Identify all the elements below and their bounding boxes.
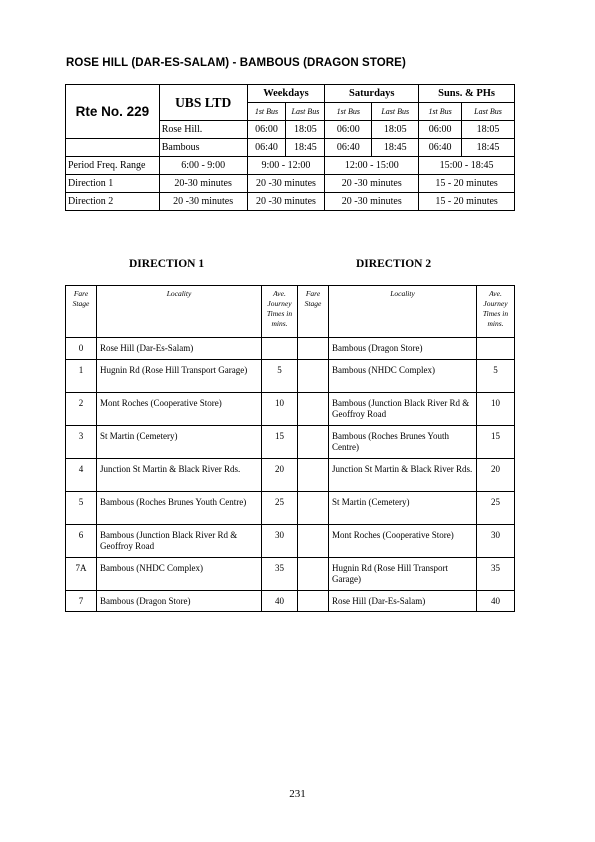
last-bus-header: Last Bus	[372, 103, 419, 121]
period-range: 15:00 - 18:45	[419, 157, 515, 175]
fare-stage: 6	[66, 525, 97, 558]
journey-time-d2: 10	[477, 393, 515, 426]
fare-stage-d2	[298, 525, 329, 558]
locality-d2: Bambous (NHDC Complex)	[329, 360, 477, 393]
locality-d2: Mont Roches (Cooperative Store)	[329, 525, 477, 558]
journey-time-d2: 20	[477, 459, 515, 492]
table-row	[66, 338, 515, 360]
table-row	[66, 426, 515, 459]
locality-d2: St Martin (Cemetery)	[329, 492, 477, 525]
table-row	[66, 492, 515, 525]
first-bus-header: 1st Bus	[247, 103, 286, 121]
bus-time: 06:40	[419, 139, 462, 157]
bus-time: 18:05	[372, 121, 419, 139]
last-bus-header: Last Bus	[462, 103, 515, 121]
stop-name: Rose Hill.	[159, 121, 247, 139]
fare-stage: 4	[66, 459, 97, 492]
locality-d2: Rose Hill (Dar-Es-Salam)	[329, 591, 477, 612]
locality-header: Locality	[97, 286, 262, 338]
locality-d2: Junction St Martin & Black River Rds.	[329, 459, 477, 492]
fare-stage-d2	[298, 558, 329, 591]
table-row	[66, 525, 515, 558]
fare-stage: 7A	[66, 558, 97, 591]
frequency-value: 20 -30 minutes	[247, 175, 325, 193]
bus-time: 06:00	[247, 121, 286, 139]
group-saturdays: Saturdays	[325, 85, 419, 103]
journey-time-d1: 20	[262, 459, 298, 492]
journey-time-d2: 35	[477, 558, 515, 591]
fare-stage-d2	[298, 591, 329, 612]
locality-d1: Bambous (Junction Black River Rd & Geoffroy Road	[97, 525, 262, 558]
journey-time-d1: 35	[262, 558, 298, 591]
table-row	[66, 459, 515, 492]
stop-name: Bambous	[159, 139, 247, 157]
period-range: 6:00 - 9:00	[159, 157, 247, 175]
frequency-value: 20 -30 minutes	[325, 193, 419, 211]
fare-stage: 3	[66, 426, 97, 459]
journey-time-d1: 30	[262, 525, 298, 558]
table-row	[66, 360, 515, 393]
locality-d1: Junction St Martin & Black River Rds.	[97, 459, 262, 492]
journey-time-d1: 5	[262, 360, 298, 393]
bus-time: 18:05	[286, 121, 325, 139]
journey-time-d1: 15	[262, 426, 298, 459]
journey-time-d2: 25	[477, 492, 515, 525]
route-number: Rte No. 229	[66, 85, 160, 139]
journey-time-d2: 5	[477, 360, 515, 393]
group-weekdays: Weekdays	[247, 85, 325, 103]
table-row	[66, 558, 515, 591]
fare-stage: 1	[66, 360, 97, 393]
first-bus-header: 1st Bus	[325, 103, 372, 121]
locality-header: Locality	[329, 286, 477, 338]
bus-time: 18:45	[372, 139, 419, 157]
first-bus-header: 1st Bus	[419, 103, 462, 121]
fare-stage: 0	[66, 338, 97, 360]
locality-d1: St Martin (Cemetery)	[97, 426, 262, 459]
fare-stage-table	[65, 285, 515, 612]
fare-stage-d2	[298, 393, 329, 426]
frequency-value: 20 -30 minutes	[325, 175, 419, 193]
bus-time: 18:45	[462, 139, 515, 157]
bus-time: 06:00	[419, 121, 462, 139]
table-row	[66, 393, 515, 426]
journey-time-d1: 25	[262, 492, 298, 525]
bus-time: 18:45	[286, 139, 325, 157]
locality-d1: Bambous (NHDC Complex)	[97, 558, 262, 591]
locality-d1: Rose Hill (Dar-Es-Salam)	[97, 338, 262, 360]
page-title: ROSE HILL (DAR-ES-SALAM) - BAMBOUS (DRAGON STORE)	[66, 57, 406, 69]
direction-label: Direction 2	[66, 193, 160, 211]
fare-stage-header: Fare Stage	[298, 286, 329, 338]
locality-d1: Bambous (Dragon Store)	[97, 591, 262, 612]
journey-time-d2	[477, 338, 515, 360]
direction-1-heading: DIRECTION 1	[129, 258, 205, 270]
table-row	[66, 591, 515, 612]
bus-time: 06:00	[325, 121, 372, 139]
journey-time-d1	[262, 338, 298, 360]
locality-d1: Mont Roches (Cooperative Store)	[97, 393, 262, 426]
journey-time-d2: 30	[477, 525, 515, 558]
fare-stage: 2	[66, 393, 97, 426]
journey-time-d2: 15	[477, 426, 515, 459]
journey-time-d2: 40	[477, 591, 515, 612]
fare-stage-d2	[298, 360, 329, 393]
journey-time-header: Ave. Journey Times in mins.	[477, 286, 515, 338]
locality-d2: Hugnin Rd (Rose Hill Transport Garage)	[329, 558, 477, 591]
bus-time: 06:40	[247, 139, 286, 157]
period-range: 12:00 - 15:00	[325, 157, 419, 175]
frequency-value: 20-30 minutes	[159, 175, 247, 193]
locality-d2: Bambous (Dragon Store)	[329, 338, 477, 360]
frequency-value: 20 -30 minutes	[159, 193, 247, 211]
group-sundays: Suns. & PHs	[419, 85, 515, 103]
period-range: 9:00 - 12:00	[247, 157, 325, 175]
period-label: Period Freq. Range	[66, 157, 160, 175]
fare-stage: 7	[66, 591, 97, 612]
journey-time-d1: 40	[262, 591, 298, 612]
fare-stage-header: Fare Stage	[66, 286, 97, 338]
page-number: 231	[289, 788, 306, 800]
bus-time: 18:05	[462, 121, 515, 139]
direction-2-heading: DIRECTION 2	[356, 258, 432, 270]
fare-stage-d2	[298, 459, 329, 492]
last-bus-header: Last Bus	[286, 103, 325, 121]
frequency-value: 20 -30 minutes	[247, 193, 325, 211]
locality-d2: Bambous (Roches Brunes Youth Centre)	[329, 426, 477, 459]
locality-d2: Bambous (Junction Black River Rd & Geoffroy Road	[329, 393, 477, 426]
frequency-value: 15 - 20 minutes	[419, 193, 515, 211]
schedule-table	[65, 84, 515, 211]
direction-label: Direction 1	[66, 175, 160, 193]
fare-stage-d2	[298, 338, 329, 360]
fare-stage-d2	[298, 426, 329, 459]
operator-name: UBS LTD	[159, 85, 247, 121]
frequency-value: 15 - 20 minutes	[419, 175, 515, 193]
journey-time-d1: 10	[262, 393, 298, 426]
locality-d1: Hugnin Rd (Rose Hill Transport Garage)	[97, 360, 262, 393]
fare-stage-d2	[298, 492, 329, 525]
fare-stage: 5	[66, 492, 97, 525]
route-cell-spacer	[66, 139, 160, 157]
locality-d1: Bambous (Roches Brunes Youth Centre)	[97, 492, 262, 525]
bus-time: 06:40	[325, 139, 372, 157]
journey-time-header: Ave. Journey Times in mins.	[262, 286, 298, 338]
